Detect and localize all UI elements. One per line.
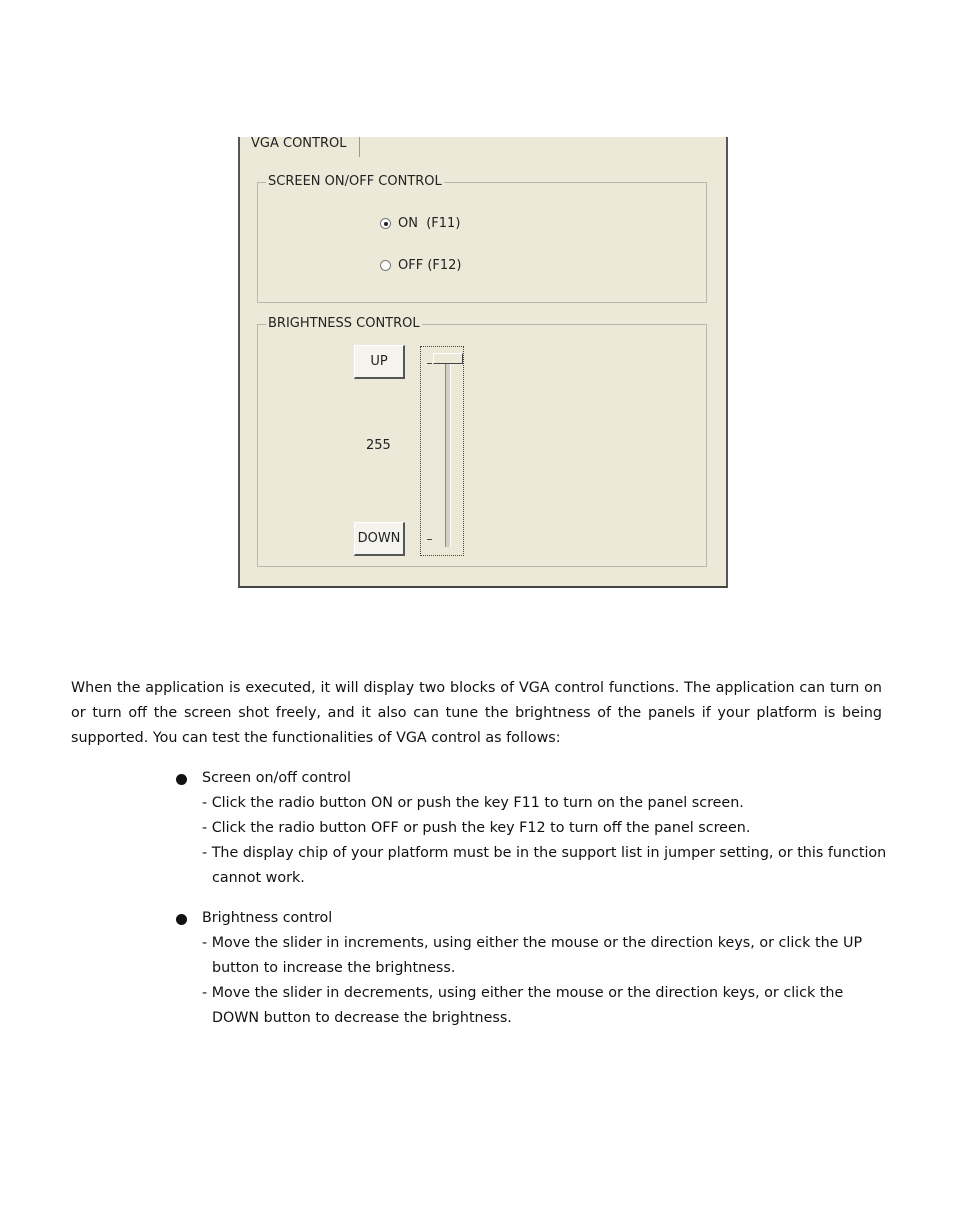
- radio-off-label: OFF (F12): [398, 258, 462, 273]
- radio-off[interactable]: [380, 258, 461, 273]
- slider-track: [445, 357, 451, 547]
- radio-on-label: ON (F11): [398, 216, 461, 231]
- radio-on-indicator[interactable]: [380, 218, 391, 229]
- bullet-line: - Move the slider in decrements, using either the mouse or the direction keys, or click the DOWN button to decrease the brightness.: [202, 985, 844, 1026]
- slider-thumb[interactable]: [433, 353, 463, 364]
- intro-paragraph: When the application is executed, it will display two blocks of VGA control functions. The application can turn on or turn off the screen shot freely, and it also can tune the brightness of the panels if your platform is being supported. You can test the functionalities of VGA control as follows:: [71, 680, 882, 746]
- slider-tick-bottom: [427, 539, 432, 540]
- slider-tick-top: [427, 363, 432, 364]
- screen-onoff-legend: SCREEN ON/OFF CONTROL: [268, 174, 442, 189]
- brightness-group: [257, 316, 707, 567]
- bullet-line: - Click the radio button OFF or push the key F12 to turn off the panel screen.: [202, 820, 751, 836]
- tab-vga-control[interactable]: VGA CONTROL: [248, 137, 360, 157]
- bullet-dot-icon: [176, 774, 187, 785]
- brightness-legend: BRIGHTNESS CONTROL: [268, 316, 420, 331]
- bullet-line: - Move the slider in increments, using either the mouse or the direction keys, or click the UP button to increase the brightness.: [202, 935, 863, 976]
- bullet-title: Screen on/off control: [202, 770, 352, 786]
- brightness-slider[interactable]: [420, 346, 464, 556]
- bullet-dot-icon: [176, 914, 187, 925]
- radio-off-indicator[interactable]: [380, 260, 391, 271]
- screen-onoff-group: [257, 174, 707, 303]
- bullet-line: - The display chip of your platform must be in the support list in jumper setting, or this function cannot work.: [202, 845, 887, 886]
- up-button[interactable]: UP: [354, 345, 405, 379]
- bullet-title: Brightness control: [202, 910, 333, 926]
- down-button[interactable]: DOWN: [354, 522, 405, 556]
- radio-on[interactable]: [380, 216, 460, 231]
- bullet-line: - Click the radio button ON or push the key F11 to turn on the panel screen.: [202, 795, 744, 811]
- vga-control-panel: [238, 137, 728, 588]
- brightness-value: 255: [366, 438, 391, 453]
